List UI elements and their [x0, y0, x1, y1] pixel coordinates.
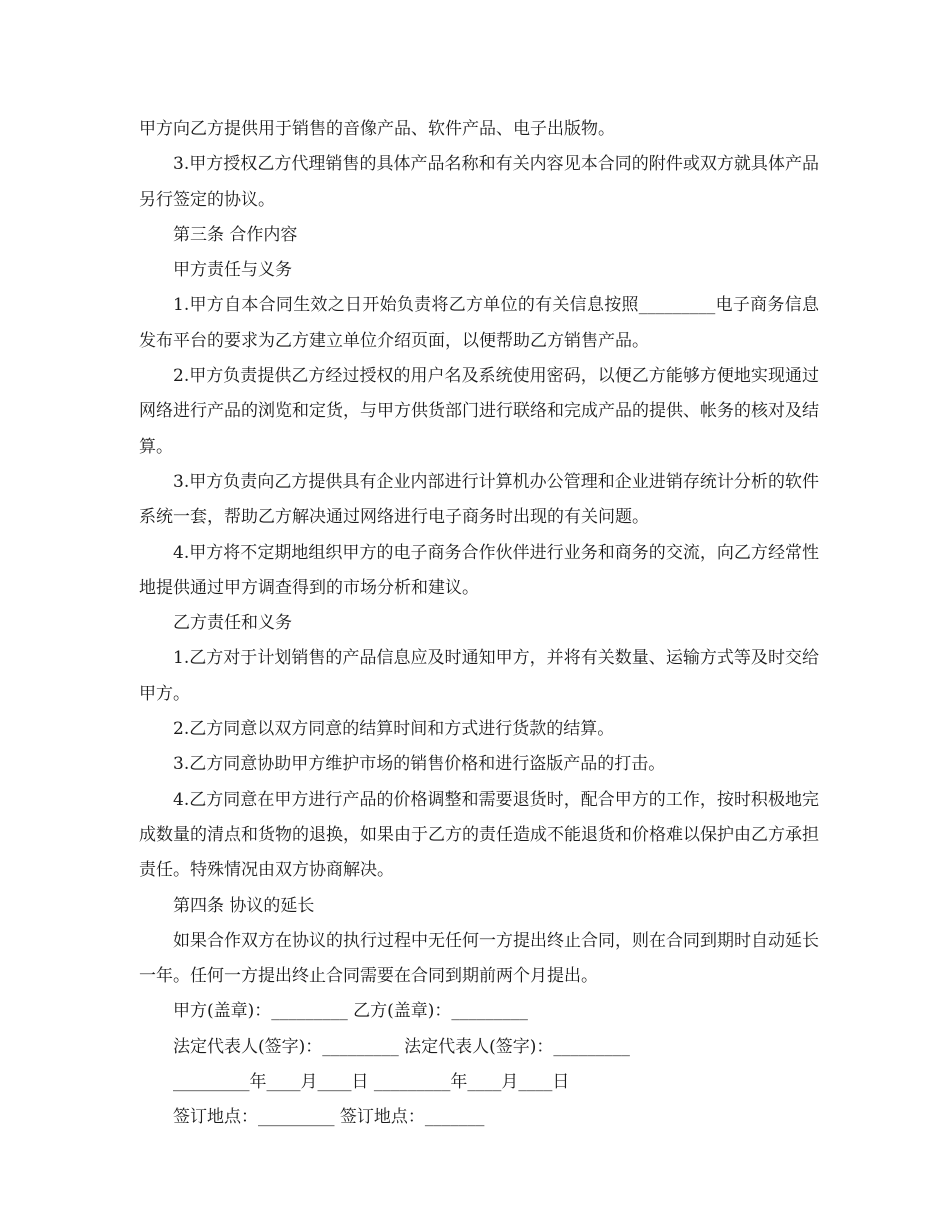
- paragraph-party-a-item-4: 4.甲方将不定期地组织甲方的电子商务合作伙伴进行业务和商务的交流，向乙方经常性地提供通过甲方调查得到的市场分析和建议。: [139, 542, 819, 598]
- heading-article-4: 第四条 协议的延长: [173, 895, 315, 916]
- signature-line-date: _________年____月____日 _________年____月____日: [173, 1072, 570, 1093]
- paragraph-party-b-item-4: 4.乙方同意在甲方进行产品的价格调整和需要退货时，配合甲方的工作，按时积极地完成数量的清点和货物的退换，如果由于乙方的责任造成不能退货和价格难以保护由乙方承担责任。特殊情况由双方协商解决。: [139, 789, 819, 881]
- paragraph-party-b-item-1: 1.乙方对于计划销售的产品信息应及时通知甲方，并将有关数量、运输方式等及时交给甲方。: [139, 648, 819, 704]
- paragraph-extension: 如果合作双方在协议的执行过程中无任何一方提出终止合同，则在合同到期时自动延长一年。任何一方提出终止合同需要在合同到期前两个月提出。: [139, 930, 819, 987]
- heading-party-b-duties: 乙方责任和义务: [173, 613, 292, 634]
- paragraph-party-b-item-3: 3.乙方同意协助甲方维护市场的销售价格和进行盗版产品的打击。: [173, 754, 666, 775]
- signature-line-location: 签订地点：_________ 签订地点：_______: [173, 1107, 485, 1128]
- paragraph-clause-2-item-3: 3.甲方授权乙方代理销售的具体产品名称和有关内容见本合同的附件或双方就具体产品另行签定的协议。: [139, 154, 819, 210]
- paragraph-party-a-item-3: 3.甲方负责向乙方提供具有企业内部进行计算机办公管理和企业进销存统计分析的软件系统一套，帮助乙方解决通过网络进行电子商务时出现的有关问题。: [139, 471, 819, 528]
- document-body: [139, 112, 819, 1136]
- signature-line-representative: 法定代表人(签字)：_________ 法定代表人(签字)：_________: [173, 1036, 630, 1057]
- paragraph-party-a-item-2: 2.甲方负责提供乙方经过授权的用户名及系统使用密码，以便乙方能够方便地实现通过网络进行产品的浏览和定货，与甲方供货部门进行联络和完成产品的提供、帐务的核对及结算。: [139, 366, 819, 457]
- paragraph-intro: 甲方向乙方提供用于销售的音像产品、软件产品、电子出版物。: [139, 119, 615, 139]
- heading-article-3: 第三条 合作内容: [173, 224, 298, 245]
- signature-line-seal: 甲方(盖章)：_________ 乙方(盖章)：_________: [173, 1001, 528, 1022]
- paragraph-party-a-item-1: 1.甲方自本合同生效之日开始负责将乙方单位的有关信息按照_________电子商务信息发布平台的要求为乙方建立单位介绍页面，以便帮助乙方销售产品。: [139, 295, 819, 351]
- heading-party-a-duties: 甲方责任与义务: [173, 260, 292, 281]
- paragraph-party-b-item-2: 2.乙方同意以双方同意的结算时间和方式进行货款的结算。: [173, 719, 615, 740]
